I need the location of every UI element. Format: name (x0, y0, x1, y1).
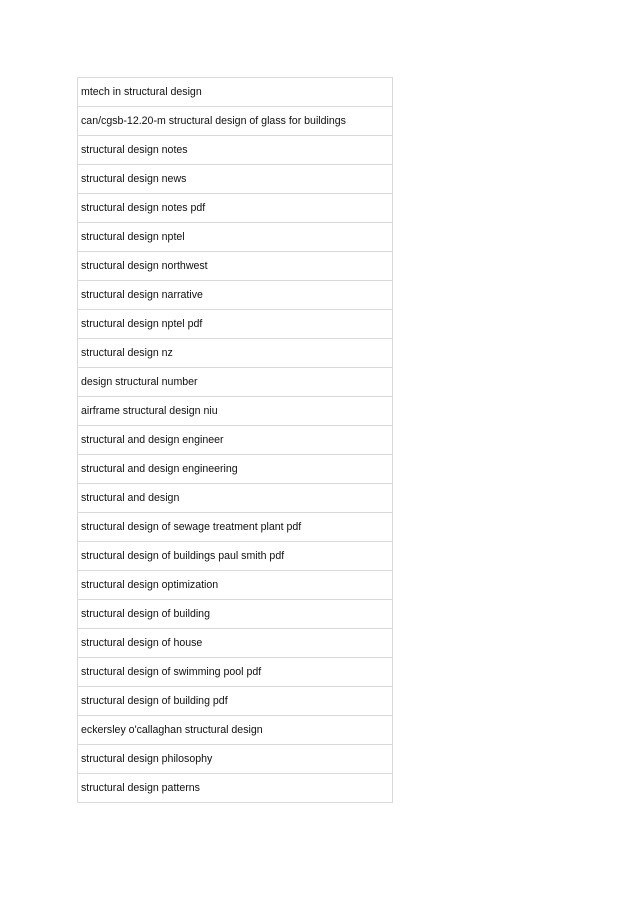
table-cell: structural design philosophy (78, 745, 393, 774)
table-row (78, 339, 393, 368)
table-cell: structural design northwest (78, 252, 393, 281)
table-cell: can/cgsb-12.20-m structural design of glass for buildings (78, 107, 393, 136)
table-row (78, 745, 393, 774)
table-cell: structural design narrative (78, 281, 393, 310)
table-cell: structural design of buildings paul smith pdf (78, 542, 393, 571)
table-row (78, 252, 393, 281)
table-row (78, 513, 393, 542)
table-row (78, 455, 393, 484)
table-row (78, 774, 393, 803)
table-cell: structural design of sewage treatment plant pdf (78, 513, 393, 542)
table-cell: structural and design (78, 484, 393, 513)
table-cell: structural design notes (78, 136, 393, 165)
keyword-table-body (78, 78, 393, 803)
table-cell: structural design nptel (78, 223, 393, 252)
table-cell: airframe structural design niu (78, 397, 393, 426)
table-row (78, 571, 393, 600)
table-cell: structural and design engineer (78, 426, 393, 455)
table-row (78, 136, 393, 165)
table-cell: structural design notes pdf (78, 194, 393, 223)
table-row (78, 165, 393, 194)
table-row (78, 368, 393, 397)
table-cell: structural design of house (78, 629, 393, 658)
table-cell: structural design optimization (78, 571, 393, 600)
table-cell: structural design news (78, 165, 393, 194)
table-row (78, 397, 393, 426)
table-row (78, 629, 393, 658)
table-row (78, 281, 393, 310)
table-row (78, 426, 393, 455)
table-row (78, 78, 393, 107)
table-cell: structural design patterns (78, 774, 393, 803)
table-row (78, 107, 393, 136)
table-cell: structural and design engineering (78, 455, 393, 484)
table-cell: eckersley o'callaghan structural design (78, 716, 393, 745)
table-cell: structural design of building pdf (78, 687, 393, 716)
keyword-table (77, 77, 393, 803)
table-row (78, 484, 393, 513)
table-row (78, 223, 393, 252)
table-row (78, 194, 393, 223)
table-cell: structural design of building (78, 600, 393, 629)
table-cell: mtech in structural design (78, 78, 393, 107)
table-cell: structural design nz (78, 339, 393, 368)
table-row (78, 600, 393, 629)
table-row (78, 716, 393, 745)
table-cell: structural design nptel pdf (78, 310, 393, 339)
table-cell: structural design of swimming pool pdf (78, 658, 393, 687)
table-row (78, 542, 393, 571)
table-row (78, 310, 393, 339)
table-row (78, 658, 393, 687)
table-row (78, 687, 393, 716)
table-cell: design structural number (78, 368, 393, 397)
